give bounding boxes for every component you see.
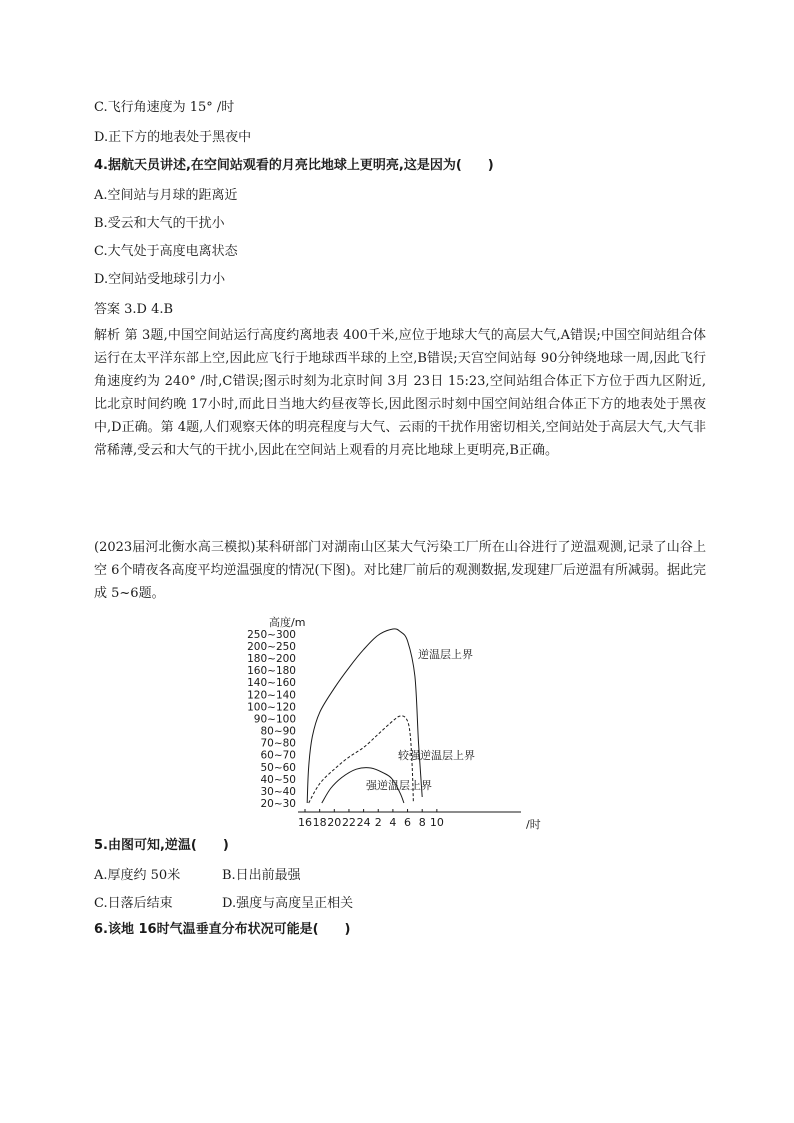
plot-area (298, 629, 521, 812)
answer-line: 答案 3.D 4.B (94, 302, 174, 317)
x-tick-label: 24 (356, 816, 371, 829)
x-tick-label: 20 (327, 816, 342, 829)
q5-option-a[interactable]: A.厚度约 50米 (94, 868, 181, 883)
q6-stem: 6.该地 16时气温垂直分布状况可能是( ) (94, 922, 351, 937)
q3-option-c[interactable]: C.飞行角速度为 15° /时 (94, 100, 235, 115)
q5-option-c[interactable]: C.日落后结束 (94, 896, 173, 911)
y-tick-label: 40~50 (260, 773, 296, 786)
q4-option-c[interactable]: C.大气处于高度电离状态 (94, 244, 238, 259)
x-tick-label: 10 (429, 816, 444, 829)
y-axis-label: 高度/m (269, 616, 306, 629)
series-line-0 (307, 629, 422, 803)
x-tick-label: 4 (389, 816, 397, 829)
x-tick-label: 22 (341, 816, 356, 829)
y-tick-label: 200~250 (247, 640, 296, 653)
y-tick-label: 50~60 (260, 761, 296, 774)
q5-stem: 5.由图可知,逆温( ) (94, 838, 229, 853)
x-tick-labels (298, 816, 444, 829)
series-label-1: 较强逆温层上界 (398, 749, 475, 762)
y-tick-labels (247, 629, 296, 810)
y-tick-label: 60~70 (260, 749, 296, 762)
y-tick-label: 100~120 (247, 701, 296, 714)
q5-option-d[interactable]: D.强度与高度呈正相关 (222, 896, 354, 911)
x-tick-label: 8 (418, 816, 426, 829)
y-tick-label: 90~100 (253, 713, 296, 726)
y-tick-label: 250~300 (247, 628, 296, 641)
q4-option-b[interactable]: B.受云和大气的干扰小 (94, 216, 225, 231)
q5-options-row-1 (94, 866, 301, 886)
q5-option-b[interactable]: B.日出前最强 (222, 868, 301, 883)
y-tick-label: 180~200 (247, 653, 296, 666)
x-tick-label: 16 (298, 816, 312, 829)
inversion-chart (236, 612, 556, 834)
y-tick-label: 120~140 (247, 689, 296, 702)
q4-option-d[interactable]: D.空间站受地球引力小 (94, 272, 226, 287)
x-tick-label: 2 (374, 816, 382, 829)
series-label-0: 逆温层上界 (418, 648, 473, 661)
y-tick-label: 20~30 (260, 798, 296, 810)
material-paragraph: (2023届河北衡水高三模拟)某科研部门对湖南山区某大气污染工厂所在山谷进行了逆温观测,记录了山谷上空 6个晴夜各高度平均逆温强度的情况(下图)。对比建厂前后的观测数据,发现建厂后逆温有所减弱。据此完成 5~6题。 (94, 540, 706, 601)
x-axis-label: /时 (526, 818, 541, 831)
series-label-2: 强逆温层上界 (366, 779, 432, 792)
q4-stem: 4.据航天员讲述,在空间站观看的月亮比地球上更明亮,这是因为( ) (94, 158, 494, 173)
q5-options-row-2 (94, 894, 353, 914)
q3-option-d[interactable]: D.正下方的地表处于黑夜中 (94, 130, 252, 145)
y-tick-label: 30~40 (260, 785, 296, 798)
x-tick-label: 6 (404, 816, 412, 829)
q4-option-a[interactable]: A.空间站与月球的距离近 (94, 188, 238, 203)
analysis-paragraph: 解析 第 3题,中国空间站运行高度约离地表 400千米,应位于地球大气的高层大气,A错误;中国空间站组合体运行在太平洋东部上空,因此应飞行于地球西半球的上空,B错误;天宫空间站每 90分钟绕地球一周,因此飞行角速度约为 240° /时,C错误;图示时刻为北京时间 3月 23日 15:23,空间站组合体正下方位于西九区附近,比北京时间约晚 17小时,而此日当地大约昼夜等长,因此图示时刻中国空间站组合体正下方的地表处于黑夜中,D正确。第 4题,人们观察天体的明亮程度与大气、云雨的干扰作用密切相关,空间站处于高层大气,大气非常稀薄,受云和大气的干扰小,因此在空间站上观看的月亮比地球上更明亮,B正确。 (94, 328, 706, 458)
y-tick-label: 160~180 (247, 665, 296, 678)
y-tick-label: 80~90 (260, 725, 296, 738)
x-tick-label: 18 (312, 816, 327, 829)
y-tick-label: 70~80 (260, 737, 296, 750)
y-tick-label: 140~160 (247, 677, 296, 690)
